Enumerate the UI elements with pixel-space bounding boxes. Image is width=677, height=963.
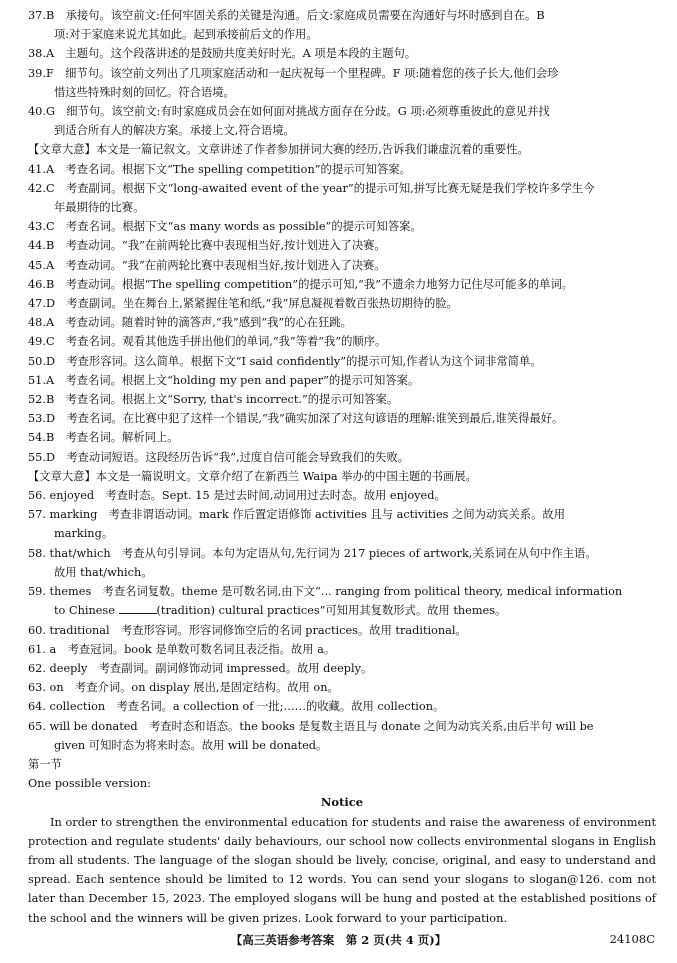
answer-line: 50.D 考查形容词。这么简单。根据下文“I said confidently”的提示可知,作者认为这个词非常简单。 xyxy=(28,354,542,368)
answer-line: 63. on 考查介词。on display 展出,是固定结构。故用 on。 xyxy=(28,681,339,695)
answer-line: 项:对于家庭来说尤其如此。起到承接前后文的作用。 xyxy=(54,28,318,42)
fill-in-blank xyxy=(119,602,157,614)
answer-line: given 可知时态为将来时态。故用 will be donated。 xyxy=(54,738,328,752)
answer-line: 55.D 考查动词短语。这段经历告诉“我”,过度自信可能会导致我们的失败。 xyxy=(28,450,410,464)
answer-line: 53.D 考查名词。在比赛中犯了这样一个错误,“我”确实加深了对这句谚语的理解:谁笑到最后,谁笑得最好。 xyxy=(28,412,564,426)
answer-line: 38.A 主题句。这个段落讲述的是鼓励共度美好时光。A 项是本段的主题句。 xyxy=(28,47,417,61)
answer-line: 年最期待的比赛。 xyxy=(54,201,145,215)
answer-line: 40.G 细节句。该空前文:有时家庭成员会在如何面对挑战方面存在分歧。G 项:必须尊重彼此的意见并找 xyxy=(28,105,550,119)
answer-line: marking。 xyxy=(54,527,114,541)
answer-line: 第一节 xyxy=(28,757,62,771)
essay-body: In order to strengthen the environmental education for students and raise the awareness of environment protection and regulate students' daily behaviours, our school now collects environmental slogans in English from all students. The language of the slogan should be lively, concise, original, and easy to understand and spread. Each sentence should be limited to 12 words. You can send your slogans to slogan@126. com not later than December 15, 2023. The employed slogans will be hung and posted at the established positions of the school and the winners will be given prizes. Look forward to your participation. xyxy=(28,815,656,925)
answer-line: One possible version: xyxy=(28,777,151,791)
answer-line: 到适合所有人的解决方案。承接上文,符合语境。 xyxy=(54,124,295,138)
answer-line: 62. deeply 考查副词。副词修饰动词 impressed。故用 deeply。 xyxy=(28,661,373,675)
answer-line: 47.D 考查副词。坐在舞台上,紧紧握住笔和纸,“我”屏息凝视着数百张热切期待的脸。 xyxy=(28,297,458,311)
answer-line: 52.B 考查名词。根据上文“Sorry, that's incorrect.”的提示可知答案。 xyxy=(28,393,399,407)
answer-line: 61. a 考查冠词。book 是单数可数名词且表泛指。故用 a。 xyxy=(28,642,336,656)
answer-line: 42.C 考查副词。根据下文“long-awaited event of the year”的提示可知,拼写比赛无疑是我们学校许多学生今 xyxy=(28,181,595,195)
answer-lines xyxy=(28,6,656,793)
answer-line: 43.C 考查名词。根据下文“as many words as possible”的提示可知答案。 xyxy=(28,220,422,234)
essay-title: Notice xyxy=(320,795,364,810)
answer-line: 48.A 考查动词。随着时钟的滴答声,“我”感到“我”的心在狂跳。 xyxy=(28,316,352,330)
answer-line: 44.B 考查动词。“我”在前两轮比赛中表现相当好,按计划进入了决赛。 xyxy=(28,239,386,253)
answer-line: 37.B 承接句。该空前文:任何牢固关系的关键是沟通。后文:家庭成员需要在沟通好与坏时感到自在。B xyxy=(28,9,545,22)
answer-line: 57. marking 考查非谓语动词。mark 作后置定语修饰 activities 且与 activities 之间为动宾关系。故用 xyxy=(28,508,566,522)
footer-page-label: 【高三英语参考答案 第 2 页(共 4 页)】 xyxy=(230,933,447,947)
answer-line: 65. will be donated 考查时态和语态。the books 是复数主语且与 donate 之间为动宾关系,由后半句 will be xyxy=(28,719,594,733)
answer-line: 【文章大意】本文是一篇说明文。文章介绍了在新西兰 Waipa 举办的中国主题的书画展。 xyxy=(28,469,477,483)
answer-line: 41.A 考查名词。根据下文“The spelling competition”的提示可知答案。 xyxy=(28,162,411,176)
answer-line: 58. that/which 考查从句引导词。本句为定语从句,先行词为 217 pieces of artwork,关系词在从句中作主语。 xyxy=(28,546,597,560)
answer-line: 46.B 考查动词。根据“The spelling competition”的提示可知,“我”不遗余力地努力记住尽可能多的单词。 xyxy=(28,277,574,291)
answer-line: 【文章大意】本文是一篇记叙文。文章讲述了作者参加拼词大赛的经历,告诉我们谦虚沉着的重要性。 xyxy=(28,143,529,157)
answer-line: 51.A 考查名词。根据上文“holding my pen and paper”的提示可知答案。 xyxy=(28,373,420,387)
answer-line: to Chinese (tradition) cultural practices”可知用其复数形式。故用 themes。 xyxy=(54,604,507,618)
page-footer xyxy=(0,932,677,952)
answer-line: 60. traditional 考查形容词。形容词修饰空后的名词 practices。故用 traditional。 xyxy=(28,623,467,637)
answer-line: 56. enjoyed 考查时态。Sept. 15 是过去时间,动词用过去时态。故用 enjoyed。 xyxy=(28,489,446,503)
answer-line: 64. collection 考查名词。a collection of 一批;……的收藏。故用 collection。 xyxy=(28,700,445,714)
footer-doc-code: 24108C xyxy=(609,932,655,946)
answer-page xyxy=(28,6,656,928)
answer-line: 54.B 考查名词。解析同上。 xyxy=(28,431,179,445)
answer-line: 45.A 考查动词。“我”在前两轮比赛中表现相当好,按计划进入了决赛。 xyxy=(28,258,386,272)
answer-line: 故用 that/which。 xyxy=(54,565,153,579)
answer-line: 59. themes 考查名词复数。theme 是可数名词,由下文“... ranging from political theory, medical information xyxy=(28,585,623,599)
answer-line: 39.F 细节句。该空前文列出了几项家庭活动和一起庆祝每一个里程碑。F 项:随着您的孩子长大,他们会珍 xyxy=(28,66,559,80)
answer-line: 49.C 考查名词。观看其他选手拼出他们的单词,“我”等着“我”的顺序。 xyxy=(28,335,387,349)
answer-line: 惜这些特殊时刻的回忆。符合语境。 xyxy=(54,85,235,99)
